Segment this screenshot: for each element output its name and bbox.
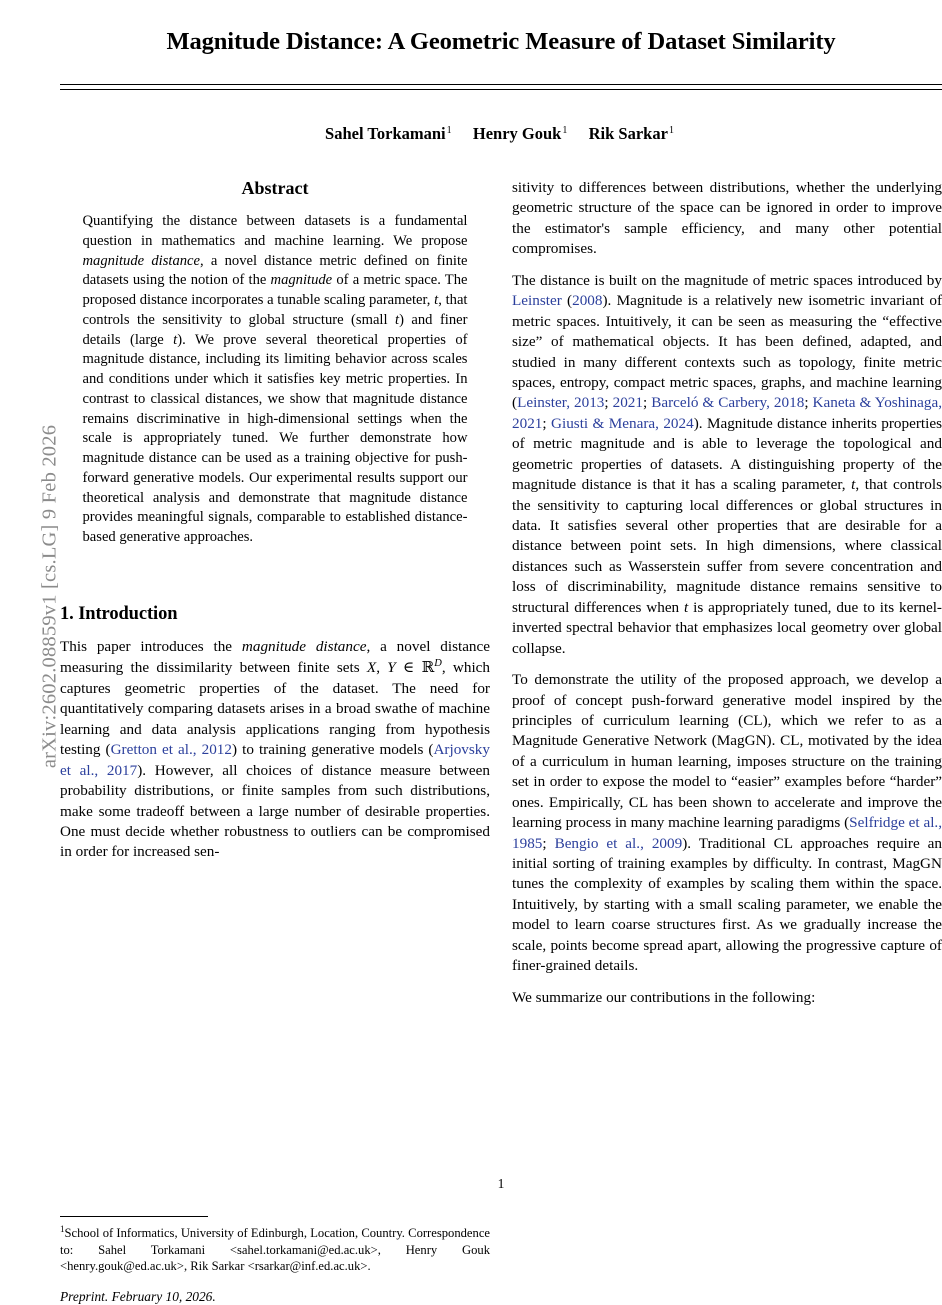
citation-link[interactable]: 2021	[612, 394, 643, 412]
footnote-block	[60, 1216, 490, 1305]
citation-link[interactable]: Arjovsky et al., 2017	[60, 741, 490, 779]
arxiv-stamp-text: arXiv:2602.08859v1 [cs.LG] 9 Feb 2026	[38, 424, 61, 769]
citation-link[interactable]: Leinster	[512, 292, 562, 310]
intro-paragraph-1: This paper introduces the magnitude distance, a novel distance measuring the dissimilarity between finite sets X, Y ∈ ℝ$^D$, which captures geometric properties of the dataset. The need for quantitatively comparing datasets arises in a broad swathe of machine learning and data analysis applications ranging from hypothesis testing (Gretton et al., 2012) to training generative models (Arjovsky et al., 2017). However, all choices of distance measure between probability distributions, or finite samples from such distributions, make some tradeoff between a large number of desirable properties. One must decide whether robustness to outliers can be compromised in order for increased sen-	[60, 638, 491, 861]
citation-link[interactable]: Gretton et al., 2012	[110, 741, 232, 759]
citation-link[interactable]: Leinster, 2013	[517, 394, 605, 412]
author-affiliation-marker: 1	[446, 124, 452, 136]
citation-link[interactable]: Bengio et al., 2009	[554, 834, 683, 852]
intro-paragraph-1-continued: sitivity to differences between distributions, whether the underlying geometric structure of the space can be ignored in order to improve the estimator's sample efficiency, and many other potential compromises.	[512, 179, 942, 258]
arxiv-stamp	[0, 0, 61, 1200]
section-heading-introduction: 1. Introduction	[60, 604, 178, 625]
author-list	[60, 90, 942, 144]
author-affiliation-marker: 1	[562, 124, 568, 136]
author-name: Rik Sarkar	[588, 124, 668, 144]
author-name: Henry Gouk	[472, 124, 562, 144]
citation-link[interactable]: Kaneta & Yoshinaga, 2021	[512, 394, 942, 432]
page-number: 1	[497, 1176, 505, 1191]
preprint-notice: Preprint. February 10, 2026.	[60, 1289, 216, 1305]
intro-paragraph-2: The distance is built on the magnitude of metric spaces introduced by Leinster (2008). Magnitude is a relatively new isometric invariant of metric spaces. Intuitively, it can be seen as measuring the “effective size” of mathematical objects. It has been defined, adapted, and studied in many different contexts such as topology, finite metric spaces, entropy, compact metric spaces, graphs, and machine learning (Leinster, 2013; 2021; Barceló & Carbery, 2018; Kaneta & Yoshinaga, 2021; Giusti & Menara, 2024). Magnitude distance inherits properties of metric magnitude and is able to leverage the topological and geometric properties of datasets. A distinguishing property of the magnitude distance is that it has a scaling parameter, t, that controls the sensitivity to capturing local differences or global structures in data. It satisfies several other properties that are desirable for a distance between point sets. In high dimensions, where classical distances such as Wasserstein suffer from severe concentration and loss of discriminability, magnitude distance remains sensitive to structural differences when t is appropriately tuned, due to its kernel-inverted spectral behavior that emphasizes local geometry over global collapse.	[512, 271, 942, 657]
citation-link[interactable]: Selfridge et al., 1985	[512, 814, 942, 852]
page-title: Magnitude Distance: A Geometric Measure of Dataset Similarity	[166, 28, 836, 55]
paper-page	[60, 0, 942, 1305]
abstract-heading: Abstract	[241, 178, 309, 198]
footnote-text	[60, 1224, 490, 1274]
right-column	[512, 178, 942, 1008]
section-spacer	[60, 548, 490, 604]
citation-link[interactable]: Giusti & Menara, 2024	[551, 414, 694, 432]
intro-paragraph-3: To demonstrate the utility of the proposed approach, we develop a proof of concept push-forward generative model inspired by the principles of curriculum learning (CL), which we refer to as a Magnitude Generative Network (MagGN). CL, motivated by the idea of a curriculum in human learning, imposes structure on the training set in order to expose the model to “easier” examples before “harder” ones. Empirically, CL has been shown to accelerate and improve the learning process in many machine learning paradigms (Selfridge et al., 1985; Bengio et al., 2009). Traditional CL approaches require an initial sorting of training examples by difficulty. In contrast, MagGN tunes the complexity of examples by scaling them within the space. Intuitively, by starting with a small scaling parameter, we enable the model to learn coarse structures first. As we gradually increase the scale, points become spread apart, allowing the progressive capture of finer-grained details.	[512, 671, 942, 975]
footnote-rule	[60, 1216, 208, 1217]
intro-paragraph-4: We summarize our contributions in the following:	[512, 988, 816, 1006]
two-column-body	[60, 178, 942, 1305]
author-name: Sahel Torkamani	[325, 124, 446, 144]
footnote-marker: 1	[60, 1224, 65, 1234]
citation-link[interactable]: 2008	[572, 292, 603, 310]
citation-link[interactable]: Barceló & Carbery, 2018	[651, 394, 805, 412]
author-affiliation-marker: 1	[668, 124, 674, 136]
abstract-text: Quantifying the distance between datasets is a fundamental question in mathematics and machine learning. We propose magnitude distance, a novel distance metric defined on finite datasets using the notion of the magnitude of a metric space. The proposed distance incorporates a tunable scaling parameter, t, that controls the sensitivity to global structure (small t) and finer details (large t). We prove several theoretical properties of magnitude distance, including its limiting behavior across scales and conditions under which it satisfies key metric properties. In contrast to classical distances, we show that magnitude distance remains discriminative in high-dimensional settings when the scale is appropriately tuned. We further demonstrate how magnitude distance can be used as a training objective for push-forward generative models. Our experimental results support our theoretical analysis and demonstrate that magnitude distance provides meaningful signals, comparable to established distance-based generative approaches.	[82, 213, 468, 546]
footnote-body: School of Informatics, University of Edinburgh, Location, Country. Correspondence to: Sahel Torkamani <sahel.torkamani@ed.ac.uk>, Henry Gouk <henry.gouk@ed.ac.uk>, Rik Sarkar <rsarkar@inf.ed.ac.uk>.	[60, 1226, 490, 1273]
left-column	[60, 178, 491, 1305]
